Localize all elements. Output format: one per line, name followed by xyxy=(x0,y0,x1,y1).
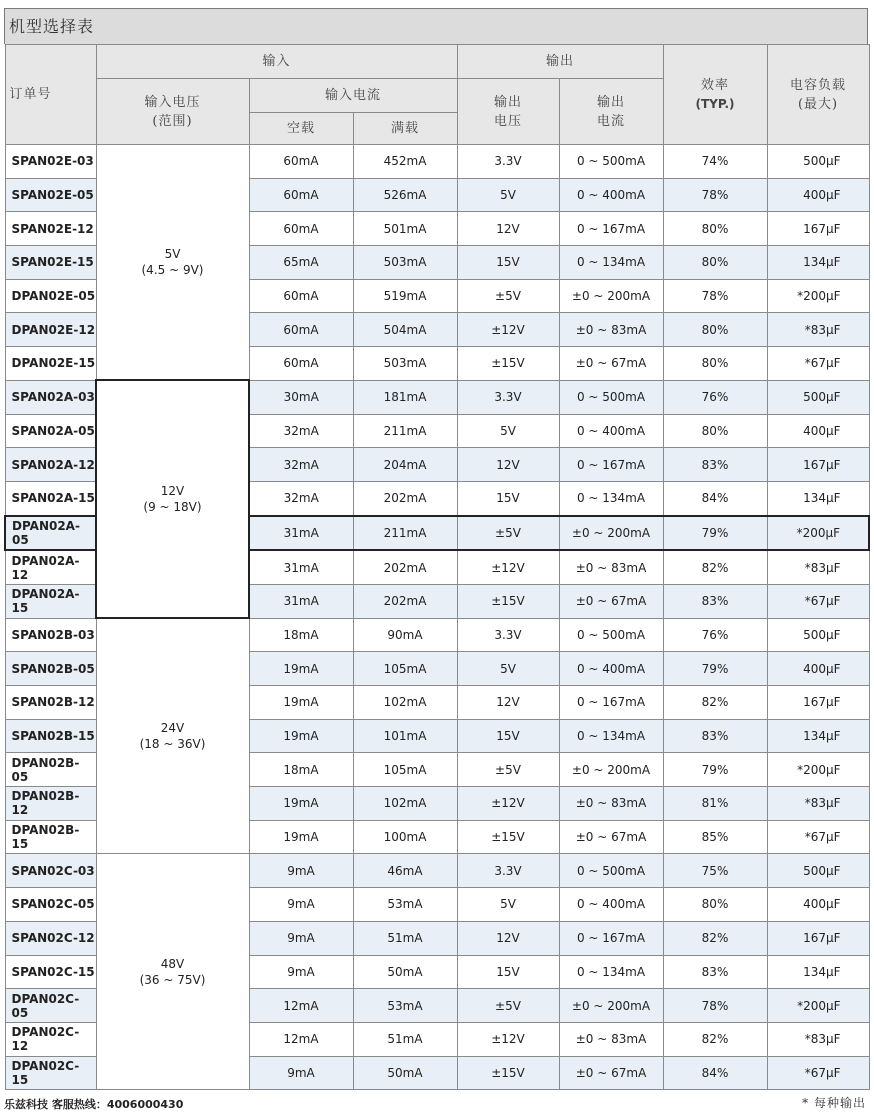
cell-no-load-current: 9mA xyxy=(249,955,353,989)
cell-full-load-current: 204mA xyxy=(353,448,457,482)
cell-efficiency: 74% xyxy=(663,145,767,179)
cell-no-load-current: 31mA xyxy=(249,516,353,551)
cell-output-voltage: 5V xyxy=(457,652,559,686)
input-voltage-value: 48V xyxy=(160,956,185,971)
header-vout-line2: 电压 xyxy=(493,113,522,129)
cell-model: SPAN02C-05 xyxy=(5,888,96,922)
cell-capacitive-load: 500µF xyxy=(767,618,869,652)
cell-capacitive-load: 134µF xyxy=(767,955,869,989)
cell-no-load-current: 60mA xyxy=(249,279,353,313)
cell-model: DPAN02E-12 xyxy=(5,313,96,347)
cell-efficiency: 82% xyxy=(663,550,767,584)
cell-full-load-current: 503mA xyxy=(353,246,457,280)
table-row xyxy=(5,618,869,652)
cell-output-voltage: 12V xyxy=(457,921,559,955)
header-vin-range: (范围) xyxy=(152,113,193,129)
cell-output-voltage: ±15V xyxy=(457,820,559,854)
cell-no-load-current: 9mA xyxy=(249,921,353,955)
cell-output-current: 0 ~ 400mA xyxy=(559,178,663,212)
cell-output-voltage: 3.3V xyxy=(457,618,559,652)
cell-efficiency: 79% xyxy=(663,652,767,686)
header-efficiency-label: 效率 xyxy=(701,77,730,93)
header-capacitive-load xyxy=(767,45,869,145)
cell-model: DPAN02A-12 xyxy=(5,550,96,584)
cell-efficiency: 76% xyxy=(663,618,767,652)
cell-capacitive-load: *83µF xyxy=(767,787,869,821)
cell-full-load-current: 90mA xyxy=(353,618,457,652)
cell-efficiency: 80% xyxy=(663,246,767,280)
cell-capacitive-load: 167µF xyxy=(767,686,869,720)
cell-no-load-current: 60mA xyxy=(249,313,353,347)
cell-efficiency: 82% xyxy=(663,686,767,720)
cell-output-voltage: 12V xyxy=(457,212,559,246)
header-input-voltage xyxy=(96,79,249,145)
cell-full-load-current: 503mA xyxy=(353,347,457,381)
cell-capacitive-load: 167µF xyxy=(767,448,869,482)
cell-model: SPAN02C-12 xyxy=(5,921,96,955)
cell-capacitive-load: 500µF xyxy=(767,380,869,414)
cell-no-load-current: 19mA xyxy=(249,719,353,753)
header-model: 订单号 xyxy=(5,45,96,145)
cell-output-current: ±0 ~ 200mA xyxy=(559,516,663,551)
cell-full-load-current: 526mA xyxy=(353,178,457,212)
cell-model: DPAN02B-12 xyxy=(5,787,96,821)
cell-capacitive-load: 134µF xyxy=(767,246,869,280)
cell-efficiency: 82% xyxy=(663,1022,767,1056)
cell-efficiency: 78% xyxy=(663,279,767,313)
cell-no-load-current: 19mA xyxy=(249,652,353,686)
cell-model: SPAN02E-12 xyxy=(5,212,96,246)
input-voltage-range: (4.5 ~ 9V) xyxy=(141,263,204,278)
cell-full-load-current: 102mA xyxy=(353,787,457,821)
cell-full-load-current: 105mA xyxy=(353,652,457,686)
cell-full-load-current: 211mA xyxy=(353,414,457,448)
cell-full-load-current: 504mA xyxy=(353,313,457,347)
cell-no-load-current: 9mA xyxy=(249,1056,353,1090)
cell-model: DPAN02A-15 xyxy=(5,584,96,618)
header-cap-label: 电容负载 xyxy=(790,77,847,93)
cell-output-current: ±0 ~ 200mA xyxy=(559,989,663,1023)
cell-model: DPAN02B-15 xyxy=(5,820,96,854)
cell-efficiency: 83% xyxy=(663,448,767,482)
cell-full-load-current: 105mA xyxy=(353,753,457,787)
cell-capacitive-load: *67µF xyxy=(767,1056,869,1090)
cell-output-current: 0 ~ 400mA xyxy=(559,652,663,686)
input-voltage-range: (18 ~ 36V) xyxy=(139,737,206,752)
cell-efficiency: 80% xyxy=(663,212,767,246)
cell-no-load-current: 65mA xyxy=(249,246,353,280)
cell-output-current: 0 ~ 134mA xyxy=(559,955,663,989)
cell-no-load-current: 60mA xyxy=(249,347,353,381)
cell-no-load-current: 9mA xyxy=(249,854,353,888)
cell-efficiency: 84% xyxy=(663,1056,767,1090)
header-output-voltage xyxy=(457,79,559,145)
cell-capacitive-load: *67µF xyxy=(767,584,869,618)
cell-efficiency: 76% xyxy=(663,380,767,414)
header-cap-max: (最大) xyxy=(797,96,839,112)
cell-no-load-current: 18mA xyxy=(249,753,353,787)
cell-efficiency: 85% xyxy=(663,820,767,854)
input-voltage-value: 12V xyxy=(160,484,185,499)
model-selection-table-panel xyxy=(4,8,868,1090)
cell-no-load-current: 19mA xyxy=(249,787,353,821)
cell-efficiency: 79% xyxy=(663,516,767,551)
cell-efficiency: 75% xyxy=(663,854,767,888)
cell-output-current: ±0 ~ 83mA xyxy=(559,1022,663,1056)
cell-full-load-current: 53mA xyxy=(353,989,457,1023)
cell-full-load-current: 181mA xyxy=(353,380,457,414)
cell-output-voltage: ±12V xyxy=(457,550,559,584)
cell-full-load-current: 102mA xyxy=(353,686,457,720)
cell-output-current: ±0 ~ 83mA xyxy=(559,550,663,584)
cell-capacitive-load: *200µF xyxy=(767,753,869,787)
cell-output-current: ±0 ~ 67mA xyxy=(559,347,663,381)
cell-output-voltage: 15V xyxy=(457,246,559,280)
cell-efficiency: 80% xyxy=(663,347,767,381)
cell-model: SPAN02B-03 xyxy=(5,618,96,652)
header-iout-line1: 输出 xyxy=(597,94,626,110)
cell-efficiency: 78% xyxy=(663,178,767,212)
cell-full-load-current: 101mA xyxy=(353,719,457,753)
cell-no-load-current: 32mA xyxy=(249,481,353,515)
table-header xyxy=(5,45,869,145)
cell-model: DPAN02A-05 xyxy=(5,516,96,551)
cell-output-current: 0 ~ 167mA xyxy=(559,212,663,246)
header-vout-line1: 输出 xyxy=(493,94,522,110)
cell-no-load-current: 32mA xyxy=(249,448,353,482)
cell-capacitive-load: 500µF xyxy=(767,854,869,888)
cell-no-load-current: 60mA xyxy=(249,212,353,246)
cell-output-current: ±0 ~ 67mA xyxy=(559,820,663,854)
cell-input-voltage-group xyxy=(96,618,249,854)
cell-model: DPAN02E-15 xyxy=(5,347,96,381)
cell-output-current: 0 ~ 167mA xyxy=(559,921,663,955)
cell-full-load-current: 46mA xyxy=(353,854,457,888)
cell-model: SPAN02A-03 xyxy=(5,380,96,414)
cell-full-load-current: 51mA xyxy=(353,921,457,955)
cell-no-load-current: 32mA xyxy=(249,414,353,448)
footer-note: * 每种输出 xyxy=(802,1096,866,1110)
cell-output-current: ±0 ~ 67mA xyxy=(559,584,663,618)
cell-full-load-current: 53mA xyxy=(353,888,457,922)
cell-capacitive-load: *200µF xyxy=(767,989,869,1023)
cell-capacitive-load: 134µF xyxy=(767,719,869,753)
cell-output-voltage: 5V xyxy=(457,888,559,922)
cell-output-voltage: 3.3V xyxy=(457,380,559,414)
cell-output-voltage: 3.3V xyxy=(457,145,559,179)
cell-output-voltage: ±5V xyxy=(457,516,559,551)
cell-model: DPAN02E-05 xyxy=(5,279,96,313)
cell-capacitive-load: 167µF xyxy=(767,212,869,246)
header-output-current xyxy=(559,79,663,145)
cell-model: SPAN02B-12 xyxy=(5,686,96,720)
cell-model: SPAN02A-12 xyxy=(5,448,96,482)
table-title: 机型选择表 xyxy=(4,8,868,44)
cell-efficiency: 80% xyxy=(663,414,767,448)
cell-output-voltage: 12V xyxy=(457,448,559,482)
cell-output-current: 0 ~ 500mA xyxy=(559,854,663,888)
cell-full-load-current: 100mA xyxy=(353,820,457,854)
cell-output-voltage: ±12V xyxy=(457,787,559,821)
cell-model: SPAN02C-03 xyxy=(5,854,96,888)
cell-efficiency: 83% xyxy=(663,584,767,618)
cell-capacitive-load: 134µF xyxy=(767,481,869,515)
cell-no-load-current: 18mA xyxy=(249,618,353,652)
cell-output-voltage: 5V xyxy=(457,414,559,448)
cell-model: DPAN02C-12 xyxy=(5,1022,96,1056)
cell-no-load-current: 31mA xyxy=(249,550,353,584)
cell-capacitive-load: 167µF xyxy=(767,921,869,955)
cell-output-voltage: 12V xyxy=(457,686,559,720)
cell-model: SPAN02B-15 xyxy=(5,719,96,753)
cell-full-load-current: 51mA xyxy=(353,1022,457,1056)
cell-output-voltage: 15V xyxy=(457,955,559,989)
cell-no-load-current: 12mA xyxy=(249,1022,353,1056)
cell-model: DPAN02B-05 xyxy=(5,753,96,787)
cell-no-load-current: 19mA xyxy=(249,686,353,720)
cell-efficiency: 78% xyxy=(663,989,767,1023)
cell-efficiency: 81% xyxy=(663,787,767,821)
cell-input-voltage-group xyxy=(96,854,249,1090)
cell-output-current: 0 ~ 167mA xyxy=(559,448,663,482)
cell-efficiency: 84% xyxy=(663,481,767,515)
cell-capacitive-load: *67µF xyxy=(767,820,869,854)
table-body xyxy=(5,145,869,1090)
cell-efficiency: 83% xyxy=(663,719,767,753)
cell-output-voltage: 15V xyxy=(457,481,559,515)
cell-capacitive-load: *200µF xyxy=(767,279,869,313)
table-row xyxy=(5,854,869,888)
cell-output-current: ±0 ~ 200mA xyxy=(559,279,663,313)
header-iout-line2: 电流 xyxy=(597,113,626,129)
input-voltage-range: (36 ~ 75V) xyxy=(139,972,206,987)
cell-output-current: ±0 ~ 83mA xyxy=(559,787,663,821)
input-voltage-value: 5V xyxy=(164,247,181,262)
header-efficiency xyxy=(663,45,767,145)
cell-no-load-current: 60mA xyxy=(249,178,353,212)
cell-model: SPAN02E-03 xyxy=(5,145,96,179)
cell-efficiency: 80% xyxy=(663,313,767,347)
cell-output-voltage: ±12V xyxy=(457,1022,559,1056)
table-row xyxy=(5,145,869,179)
cell-output-voltage: ±5V xyxy=(457,279,559,313)
cell-model: SPAN02E-15 xyxy=(5,246,96,280)
cell-output-voltage: 3.3V xyxy=(457,854,559,888)
table-row xyxy=(5,380,869,414)
cell-output-current: 0 ~ 134mA xyxy=(559,481,663,515)
cell-no-load-current: 31mA xyxy=(249,584,353,618)
header-full-load: 满载 xyxy=(353,113,457,145)
cell-output-current: 0 ~ 500mA xyxy=(559,618,663,652)
cell-capacitive-load: *83µF xyxy=(767,550,869,584)
cell-output-voltage: 5V xyxy=(457,178,559,212)
cell-model: SPAN02A-05 xyxy=(5,414,96,448)
cell-full-load-current: 519mA xyxy=(353,279,457,313)
cell-output-current: 0 ~ 500mA xyxy=(559,145,663,179)
cell-efficiency: 82% xyxy=(663,921,767,955)
cell-output-current: 0 ~ 134mA xyxy=(559,246,663,280)
cell-output-current: ±0 ~ 67mA xyxy=(559,1056,663,1090)
cell-efficiency: 79% xyxy=(663,753,767,787)
cell-no-load-current: 30mA xyxy=(249,380,353,414)
cell-model: SPAN02A-15 xyxy=(5,481,96,515)
header-input-current: 输入电流 xyxy=(249,79,457,113)
cell-input-voltage-group xyxy=(96,145,249,381)
cell-full-load-current: 202mA xyxy=(353,584,457,618)
cell-full-load-current: 211mA xyxy=(353,516,457,551)
cell-model: DPAN02C-05 xyxy=(5,989,96,1023)
cell-output-current: 0 ~ 134mA xyxy=(559,719,663,753)
cell-efficiency: 80% xyxy=(663,888,767,922)
cell-efficiency: 83% xyxy=(663,955,767,989)
cell-model: SPAN02E-05 xyxy=(5,178,96,212)
cell-model: SPAN02C-15 xyxy=(5,955,96,989)
header-input: 输入 xyxy=(96,45,457,79)
cell-output-current: 0 ~ 400mA xyxy=(559,888,663,922)
cell-capacitive-load: *67µF xyxy=(767,347,869,381)
header-efficiency-typ: (TYP.) xyxy=(695,96,735,111)
input-voltage-value: 24V xyxy=(160,721,185,736)
cell-capacitive-load: *83µF xyxy=(767,1022,869,1056)
cell-no-load-current: 19mA xyxy=(249,820,353,854)
cell-output-voltage: ±5V xyxy=(457,989,559,1023)
footer-hotline: 乐兹科技 客服热线：4006000430 xyxy=(4,1098,184,1111)
cell-input-voltage-group xyxy=(96,380,249,618)
cell-full-load-current: 202mA xyxy=(353,550,457,584)
header-output: 输出 xyxy=(457,45,663,79)
cell-full-load-current: 50mA xyxy=(353,955,457,989)
cell-capacitive-load: 400µF xyxy=(767,414,869,448)
cell-full-load-current: 452mA xyxy=(353,145,457,179)
cell-no-load-current: 60mA xyxy=(249,145,353,179)
header-no-load: 空载 xyxy=(249,113,353,145)
cell-capacitive-load: 400µF xyxy=(767,178,869,212)
model-selection-table xyxy=(4,44,870,1090)
cell-model: SPAN02B-05 xyxy=(5,652,96,686)
cell-capacitive-load: *200µF xyxy=(767,516,869,551)
cell-capacitive-load: *83µF xyxy=(767,313,869,347)
cell-output-voltage: 15V xyxy=(457,719,559,753)
cell-output-voltage: ±15V xyxy=(457,347,559,381)
header-vin-label: 输入电压 xyxy=(144,94,201,110)
cell-no-load-current: 12mA xyxy=(249,989,353,1023)
cell-output-voltage: ±15V xyxy=(457,1056,559,1090)
cell-output-current: 0 ~ 500mA xyxy=(559,380,663,414)
cell-full-load-current: 202mA xyxy=(353,481,457,515)
cell-no-load-current: 9mA xyxy=(249,888,353,922)
cell-full-load-current: 50mA xyxy=(353,1056,457,1090)
cell-output-voltage: ±12V xyxy=(457,313,559,347)
cell-output-current: 0 ~ 167mA xyxy=(559,686,663,720)
cell-output-voltage: ±15V xyxy=(457,584,559,618)
input-voltage-range: (9 ~ 18V) xyxy=(143,500,202,515)
cell-capacitive-load: 400µF xyxy=(767,888,869,922)
cell-capacitive-load: 400µF xyxy=(767,652,869,686)
cell-output-current: ±0 ~ 200mA xyxy=(559,753,663,787)
cell-output-current: ±0 ~ 83mA xyxy=(559,313,663,347)
cell-output-current: 0 ~ 400mA xyxy=(559,414,663,448)
cell-full-load-current: 501mA xyxy=(353,212,457,246)
cell-model: DPAN02C-15 xyxy=(5,1056,96,1090)
cell-capacitive-load: 500µF xyxy=(767,145,869,179)
cell-output-voltage: ±5V xyxy=(457,753,559,787)
